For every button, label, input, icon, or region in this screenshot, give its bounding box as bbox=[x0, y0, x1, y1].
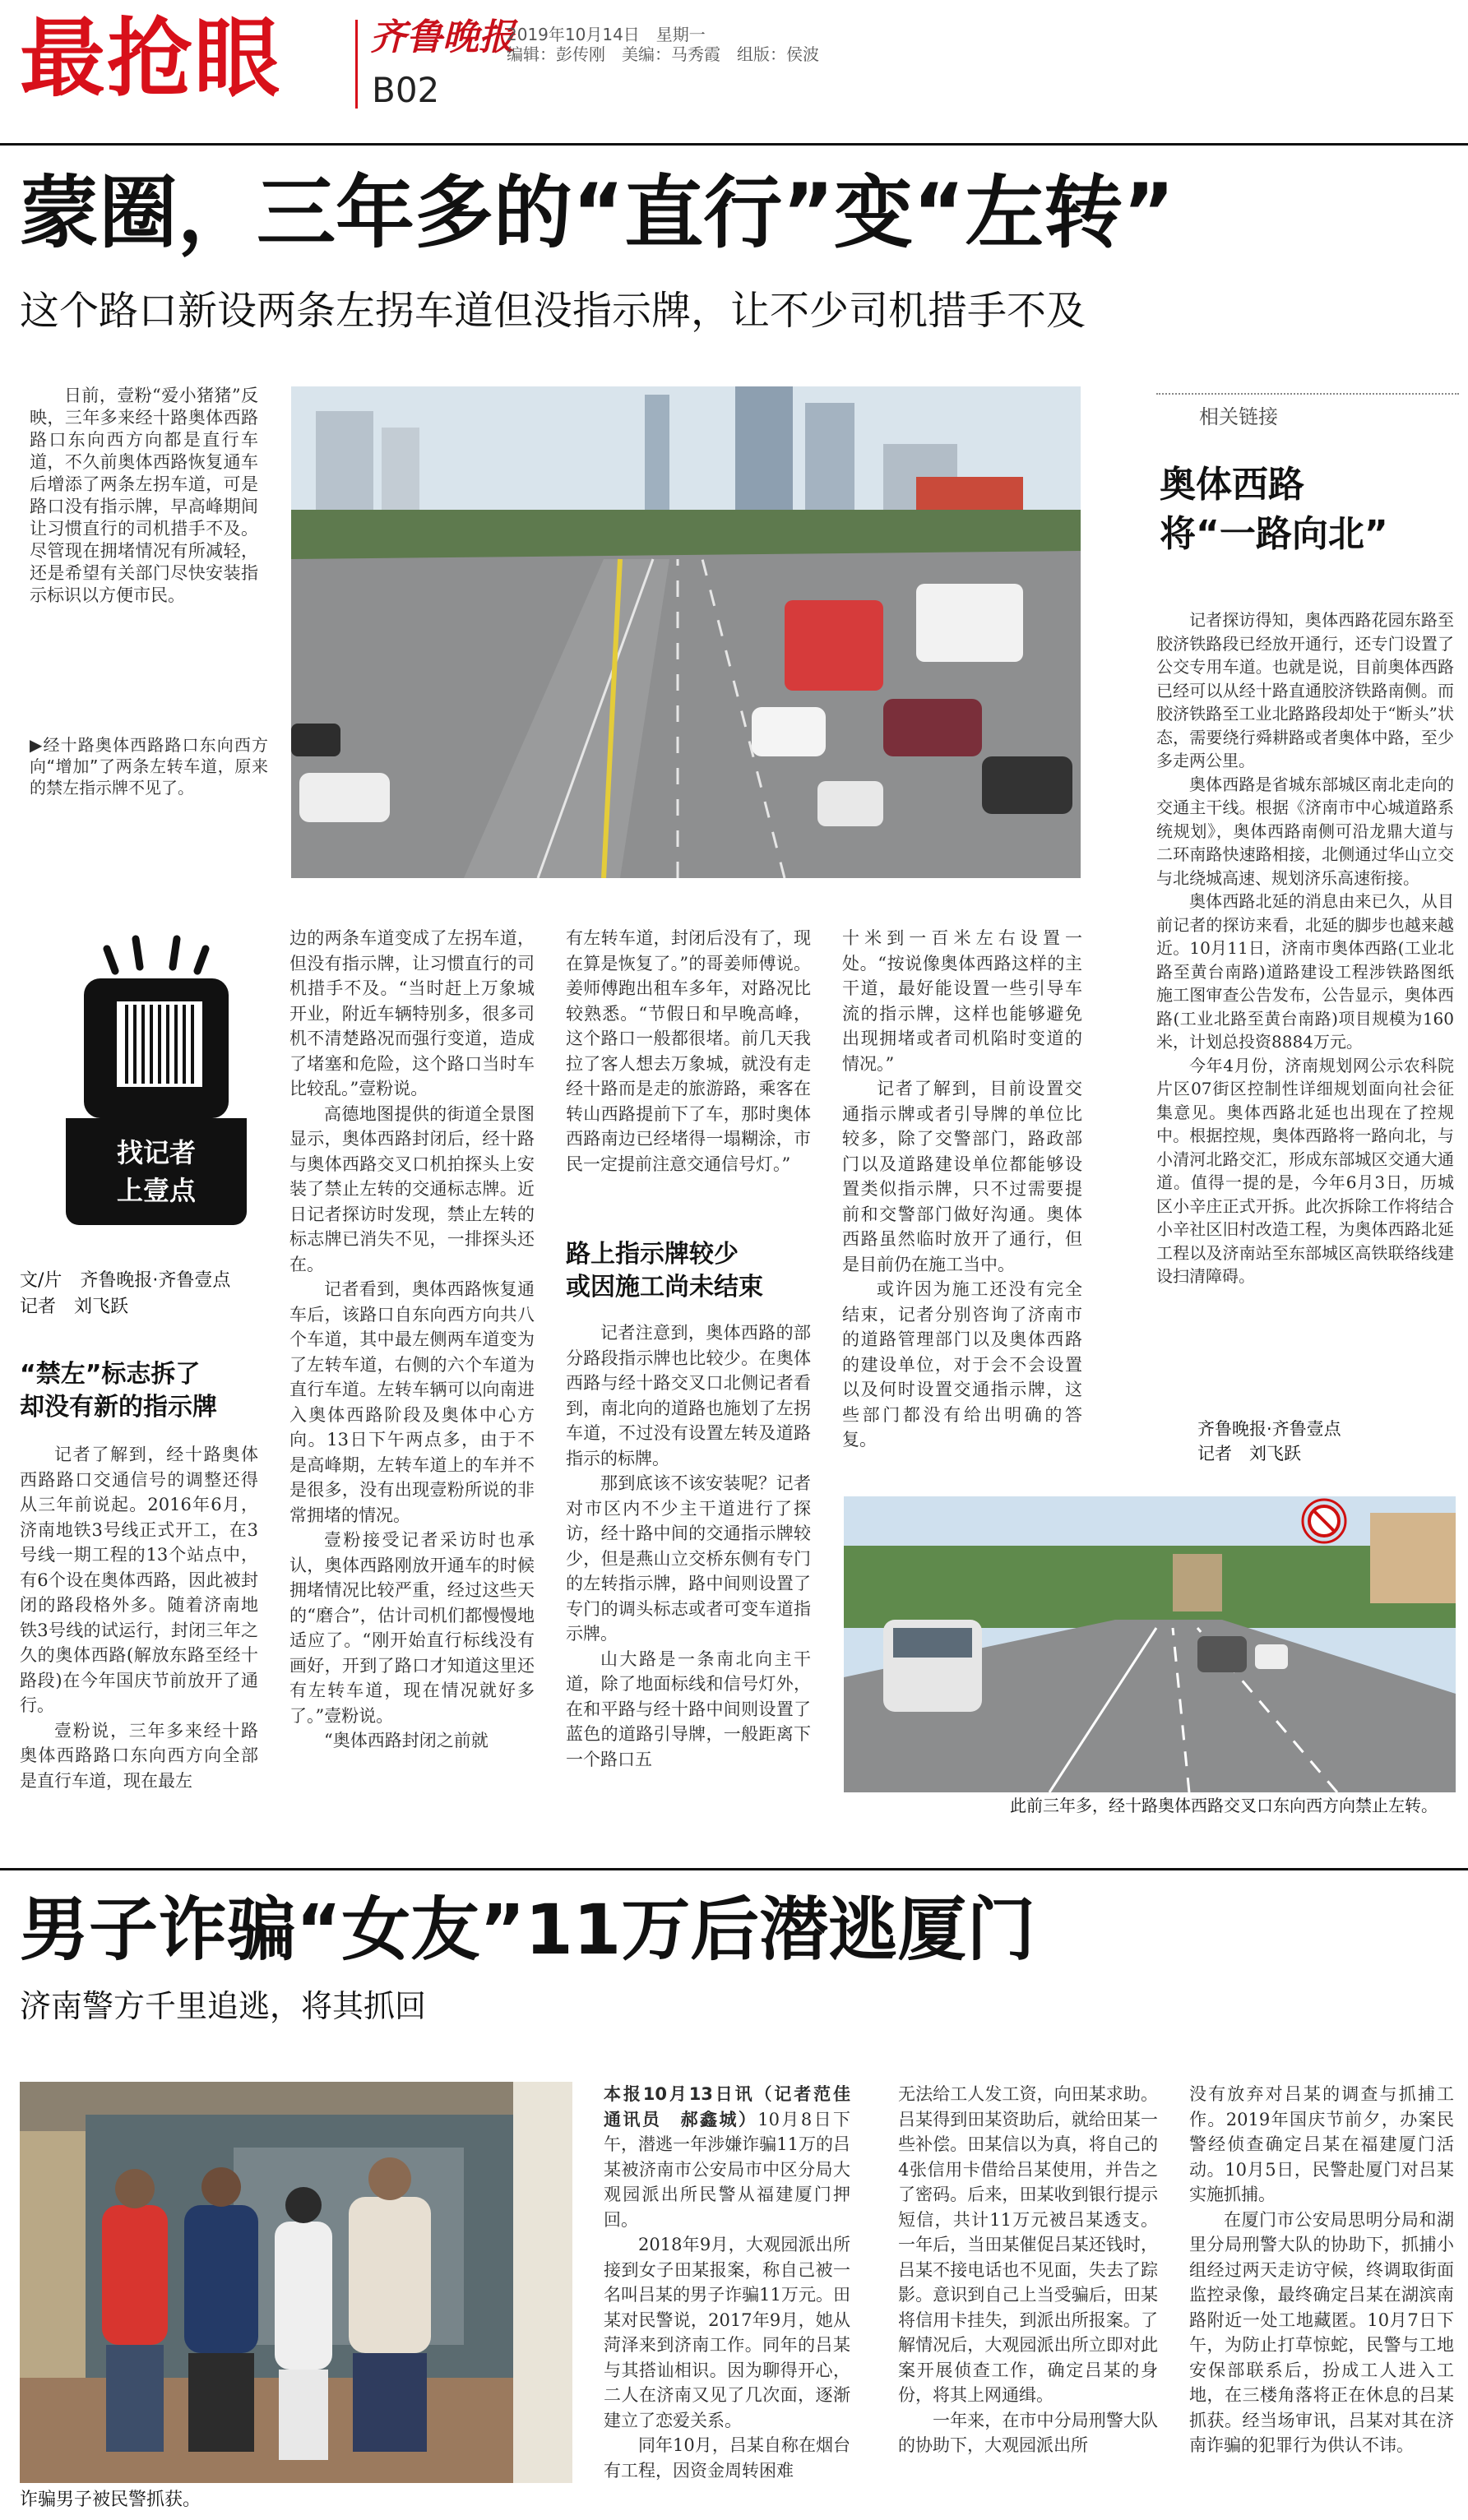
article1-col4-p2: 记者了解到，目前设置交通指示牌或者引导牌的单位比较多，除了交警部门，路政部门以及道路建设单位都能够设置类似指示牌，只不过需要提前和交警部门做好沟通。奥体西路虽然临时放开了通行，但是目前仍在施工当中。 bbox=[842, 1079, 1082, 1274]
sidebar-body bbox=[1156, 608, 1454, 1288]
sidebar-author-line2: 记者 刘飞跃 bbox=[1197, 1444, 1301, 1463]
qr-label-line1: 找记者 bbox=[116, 1137, 196, 1168]
sidebar-p3: 奥体西路北延的消息由来已久，从目前记者的探访来看，北延的脚步也越来越近。10月11日，济南市奥体西路(工业北路至黄台南路)道路建设工程涉铁路图纸施工图审查公告发布，公告显示，奥体西路(工业北路至黄台南路)项目规模为160米，计划总投资8884万元。 bbox=[1156, 891, 1454, 1052]
article1-col3-p4: 山大路是一条南北向主干道，除了地面标线和信号灯外，在和平路与经十路中间则设置了蓝色的道路引导牌，一般距离下一个路口五 bbox=[566, 1648, 811, 1769]
article1-col2-p4: 壹粉接受记者采访时也承认，奥体西路刚放开通车的时候拥堵情况比较严重，经过这些天的“磨合”，估计司机们都慢慢地适应了。“刚开始直行标线没有画好，开到了路口才知道这里还有左转车道，现在情况就好多了。”壹粉说。 bbox=[289, 1530, 535, 1726]
article1-subhead-2: 路上指示牌较少 或因施工尚未结束 bbox=[566, 1240, 763, 1302]
article2-photo-caption: 诈骗男子被民警抓获。 bbox=[20, 2490, 201, 2510]
qr-promo bbox=[66, 929, 247, 1225]
article2-col3-p1: 没有放弃对吕某的调查与抓捕工作。2019年国庆节前夕，办案民警经侦查确定吕某在福建厦门活动。10月5日，民警赴厦门对吕某实施抓捕。 bbox=[1189, 2084, 1454, 2204]
article2-col3 bbox=[1189, 2082, 1454, 2458]
qr-rays-icon bbox=[99, 934, 214, 975]
section-title: 最抢眼 bbox=[20, 8, 282, 109]
article2-col2 bbox=[898, 2082, 1158, 2458]
article1-col4 bbox=[842, 926, 1082, 1453]
article1-photo2-caption: 此前三年多，经十路奥体西路交叉口东向西方向禁止左转。 bbox=[1010, 1796, 1438, 1815]
article1-col2-p5: “奥体西路封闭之前就 bbox=[324, 1731, 489, 1750]
article1-photo-street bbox=[844, 1496, 1456, 1792]
street-illustration bbox=[844, 1496, 1456, 1792]
article1-col3-p2: 记者注意到，奥体西路的部分路段指示牌也比较少。在奥体西路与经十路交叉口北侧记者看到，南北向的道路也施划了左拐车道，不过没有设置左转及道路指示的标牌。 bbox=[566, 1323, 811, 1468]
date-line: 2019年10月14日 星期一 bbox=[507, 25, 706, 44]
sidebar-title: 奥体西路 将“一路向北” bbox=[1160, 464, 1388, 555]
article2-col2-p1: 无法给工人发工资，向田某求助。吕某得到田某资助后，就给田某一些补偿。田某信以为真，将自己的4张信用卡借给吕某使用，并告之了密码。后来，田某收到银行提示短信，共计11万元被吕某透支。一年后，当田某催促吕某还钱时，吕某不接电话也不见面，失去了踪影。意识到自己上当受骗后，田某将信用卡挂失，到派出所报案。了解情况后，大观园派出所立即对此案开展侦查工作，确定吕某的身份，将其上网通缉。 bbox=[898, 2084, 1158, 2405]
arrest-illustration bbox=[20, 2082, 572, 2483]
article1-photo1-caption: ▶经十路奥体西路路口东向西方向“增加”了两条左转车道，原来的禁左指示牌不见了。 bbox=[30, 735, 268, 798]
article1-col3a bbox=[566, 926, 811, 1177]
article1-subheadline: 这个路口新设两条左拐车道但没指示牌，让不少司机措手不及 bbox=[20, 288, 1086, 334]
masthead-rule bbox=[0, 143, 1468, 146]
article1-col2-p3: 记者看到，奥体西路恢复通车后，该路口自东向西方向共八个车道，其中最左侧两车道变为了左转车道，右侧的六个车道为直行车道。左转车辆可以向南进入奥体西路阶段及奥体中心方向。13日下午两点多，由于不是高峰期，左转车道上的车并不是很多，没有出现壹粉所说的非常拥堵的情况。 bbox=[289, 1279, 535, 1525]
article2-subheadline: 济南警方千里追逃，将其抓回 bbox=[20, 1988, 427, 2024]
article1-col1 bbox=[20, 1442, 258, 1793]
article1-col3-p1: 有左转车道，封闭后没有了，现在算是恢复了。”的哥姜师傅说。姜师傅跑出租车多年，对路况比较熟悉。“节假日和早晚高峰，这个路口一般都很堵。前几天我拉了客人想去万象城，就没有走经十路而是走的旅游路，乘客在转山西路提前下了车，那时奥体西路南边已经堵得一塌糊涂，市民一定提前注意交通信号灯。” bbox=[566, 928, 811, 1174]
sidebar-author-line1: 齐鲁晚报·齐鲁壹点 bbox=[1197, 1419, 1341, 1439]
article1-col3b bbox=[566, 1320, 811, 1772]
article2-col1 bbox=[604, 2082, 868, 2483]
article1-subhead-1: “禁左”标志拆了 却没有新的指示牌 bbox=[20, 1360, 217, 1422]
page-code: B02 bbox=[372, 70, 440, 110]
article1-col2 bbox=[289, 926, 535, 1754]
article1-col2-p2: 高德地图提供的街道全景图显示，奥体西路封闭后，经十路与奥体西路交叉口机拍探头上安装了禁止左转的交通标志牌。近日记者探访时发现，禁止左转的标志牌已消失不见，一排探头还在。 bbox=[289, 1103, 535, 1274]
article1-col1-p2: 壹粉说，三年多来经十路奥体西路路口东向西方向全部是直行车道，现在最左 bbox=[20, 1720, 258, 1791]
intersection-illustration bbox=[291, 386, 1081, 878]
article1-photo-intersection bbox=[291, 386, 1081, 878]
qr-code[interactable] bbox=[117, 1001, 202, 1087]
sidebar-tag-rule bbox=[1156, 393, 1459, 395]
article2-col1-p2: 2018年9月，大观园派出所接到女子田某报案，称自己被一名叫吕某的男子诈骗11万元。田某对民警说，2017年9月，她从菏泽来到济南工作。同年的吕某与其搭讪相识。因为聊得开心，二人在济南又见了几次面，逐渐建立了恋爱关系。 bbox=[604, 2235, 850, 2430]
article1-col4-p1: 十米到一百米左右设置一处。“按说像奥体西路这样的主干道，最好能设置一些引导车流的指示牌，这样也能够避免出现拥堵或者司机陷时变道的情况。” bbox=[842, 928, 1082, 1074]
article1-col4-p3: 或许因为施工还没有完全结束，记者分别咨询了济南市的道路管理部门以及奥体西路的建设单位，对于会不会设置以及何时设置交通指示牌，这些部门都没有给出明确的答复。 bbox=[842, 1279, 1082, 1450]
staff-line: 编辑：彭传刚 美编：马秀霞 组版：侯波 bbox=[507, 44, 819, 64]
sidebar-p2: 奥体西路是省城东部城区南北走向的交通主干线。根据《济南市中心城道路系统规划》，奥体西路南侧可沿龙鼎大道与二环南路快速路相接，北侧通过华山立交与北绕城高速、规划济乐高速衔接。 bbox=[1156, 774, 1454, 888]
article2-col1-p3: 同年10月，吕某自称在烟台有工程，因资金周转困难 bbox=[604, 2435, 850, 2481]
article1-lead: 日前，壹粉“爱小猪猪”反映，三年多来经十路奥体西路路口东向西方向都是直行车道，不久前奥体西路恢复通车后增添了两条左拐车道，可是路口没有指示牌，早高峰期间让习惯直行的司机措手不及。尽管现在拥堵情况有所减轻，还是希望有关部门尽快安装指示标识以方便市民。 bbox=[30, 386, 258, 605]
article1-col2-p1: 边的两条车道变成了左拐车道，但没有指示牌，让习惯直行的司机措手不及。“当时赶上万象城开业，附近车辆特别多，很多司机不清楚路况而强行变道，造成了堵塞和危险，这个路口当时车比较乱。”壹粉说。 bbox=[289, 928, 535, 1098]
sidebar-p1: 记者探访得知，奥体西路花园东路至胶济铁路段已经放开通行，还专门设置了公交专用车道。也就是说，目前奥体西路已经可以从经十路直通胶济铁路南侧。而胶济铁路至工业北路路段却处于“断头”状态，需要绕行舜耕路或者奥体中路，至少多走两公里。 bbox=[1156, 610, 1454, 770]
article2-col2-p2: 一年来，在市中分局刑警大队的协助下，大观园派出所 bbox=[898, 2410, 1158, 2455]
article1-headline: 蒙圈，三年多的“直行”变“左转” bbox=[20, 167, 1175, 259]
article2-top-rule bbox=[0, 1868, 1468, 1870]
article2-headline: 男子诈骗“女友”11万后潜逃厦门 bbox=[20, 1889, 1036, 1970]
no-left-turn-sign-icon bbox=[1309, 1506, 1339, 1536]
article2-col1-p1: 10月8日下午，潜逃一年涉嫌诈骗11万的吕某被济南市公安局市中区分局大观园派出所民警从福建厦门押回。 bbox=[604, 2109, 850, 2230]
masthead-divider bbox=[355, 20, 358, 109]
article1-author-line2: 记者 刘飞跃 bbox=[20, 1297, 129, 1317]
sidebar-p4: 今年4月份，济南规划网公示农科院片区07街区控制性详细规划面向社会征集意见。奥体西路北延也出现在了控规中。根据控规，奥体西路将一路向北，与小清河北路交汇，形成东部城区交通大通道。值得一提的是，今年6月3日，历城区小辛庄正式开拆。此次拆除工作将结合小辛社区旧村改造工程，为奥体西路北延工程以及济南站至东部城区高铁联络线建设扫清障碍。 bbox=[1156, 1055, 1454, 1286]
article1-author-line1: 文/片 齐鲁晚报·齐鲁壹点 bbox=[20, 1270, 231, 1291]
article2-dateline: 本报10月13日讯（记者范佳 通讯员 郝鑫城） bbox=[604, 2084, 868, 2129]
paper-logo: 齐鲁晚报 bbox=[370, 16, 515, 58]
article1-col3-p3: 那到底该不该安装呢？记者对市区内不少主干道进行了探访，经十路中间的交通指示牌较少，但是燕山立交桥东侧有专门的左转指示牌，路中间则设置了专门的调头标志或者可变车道指示牌。 bbox=[566, 1473, 811, 1644]
article1-col1-p1: 记者了解到，经十路奥体西路路口交通信号的调整还得从三年前说起。2016年6月，济南地铁3号线正式开工，在3号线一期工程的13个站点中，有6个设在奥体西路，因此被封闭的路段格外多。随着济南地铁3号线的试运行，封闭三年之久的奥体西路(解放东路至经十路段)在今年国庆节前放开了通行。 bbox=[20, 1445, 258, 1715]
sidebar-tag: 相关链接 bbox=[1199, 405, 1278, 428]
qr-label-line2: 上壹点 bbox=[116, 1175, 196, 1206]
article2-photo-arrest bbox=[20, 2082, 572, 2483]
article2-col3-p2: 在厦门市公安局思明分局和湖里分局刑警大队的协助下，抓捕小组经过两天走访守候，终调取街面监控录像，最终确定吕某在湖滨南路附近一处工地藏匿。10月7日下午，为防止打草惊蛇，民警与工地安保部联系后，扮成工人进入工地，在三楼角落将正在休息的吕某抓获。经当场审讯，吕某对其在济南诈骗的犯罪行为供认不讳。 bbox=[1189, 2209, 1454, 2455]
